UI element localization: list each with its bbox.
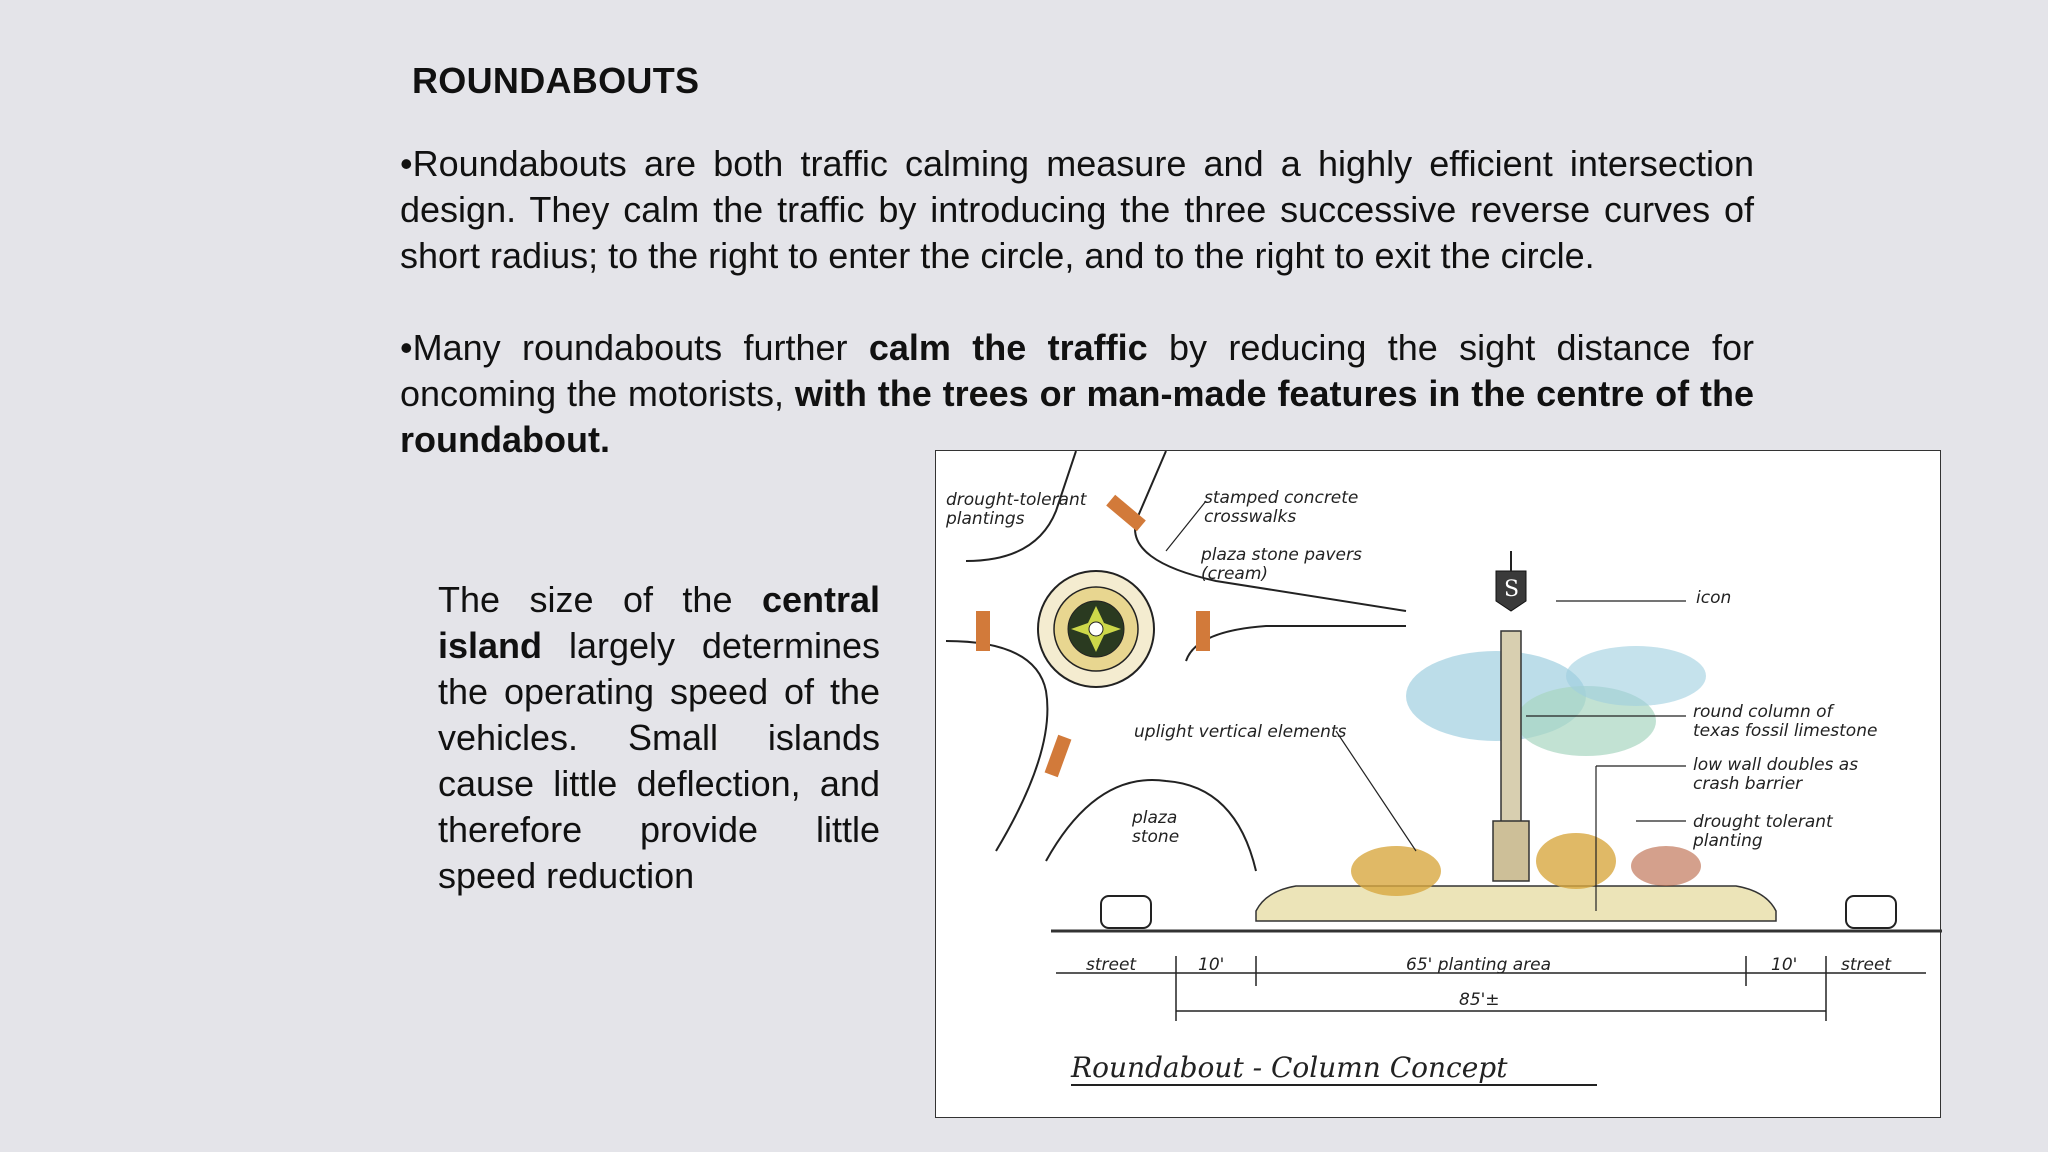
label-planting-area: 65' planting area [1406, 955, 1552, 975]
label-plaza-stone: plaza stone [1132, 808, 1180, 847]
central-island-paragraph [438, 577, 880, 899]
bullet2-text-a: •Many roundabouts further [400, 327, 869, 368]
slide-title: ROUNDABOUTS [412, 60, 700, 101]
side-text-c: largely determines the operating speed of the vehicles. Small islands cause little deflection, and therefore provide little speed reduction [438, 625, 880, 896]
bullet2-bold-d: with the trees or man-made features in the centre of the roundabout. [400, 373, 1755, 460]
bullet2-bold-b: calm the traffic [868, 327, 1148, 368]
side-text-a: The size of the [438, 579, 762, 620]
label-uplight: uplight vertical elements [1134, 722, 1347, 742]
label-ten-left: 10' [1198, 955, 1225, 975]
label-drought-planting: drought tolerant planting [1693, 812, 1833, 851]
label-drought-plantings: drought-tolerant plantings [946, 490, 1087, 529]
label-plaza-pavers: plaza stone pavers (cream) [1201, 545, 1362, 584]
label-total-width: 85'± [1459, 990, 1500, 1010]
bullet-roundabouts: •Roundabouts are both traffic calming measure and a highly efficient intersection design. They calm the traffic by introducing the three successive reverse curves of short radius; to the right to enter the circle, and to the right to exit the circle. [400, 143, 1754, 276]
svg-text:S: S [1504, 577, 1520, 602]
sketch-caption: Roundabout - Column Concept [1071, 1051, 1597, 1086]
label-ten-right: 10' [1771, 955, 1798, 975]
label-street-left: street [1086, 955, 1137, 975]
bullet2-text-c: by reducing the sight distance for oncoming the motorists, [400, 327, 1754, 414]
bullet-calm-traffic [400, 325, 1754, 463]
label-stamped-crosswalks: stamped concrete crosswalks [1204, 488, 1359, 527]
side-bold-b: central island [438, 579, 880, 666]
label-column: round column of texas fossil limestone [1693, 702, 1878, 741]
label-street-right: street [1841, 955, 1892, 975]
label-low-wall: low wall doubles as crash barrier [1693, 755, 1859, 794]
label-icon: icon [1696, 588, 1732, 608]
roundabout-sketch-image [935, 450, 1941, 1118]
